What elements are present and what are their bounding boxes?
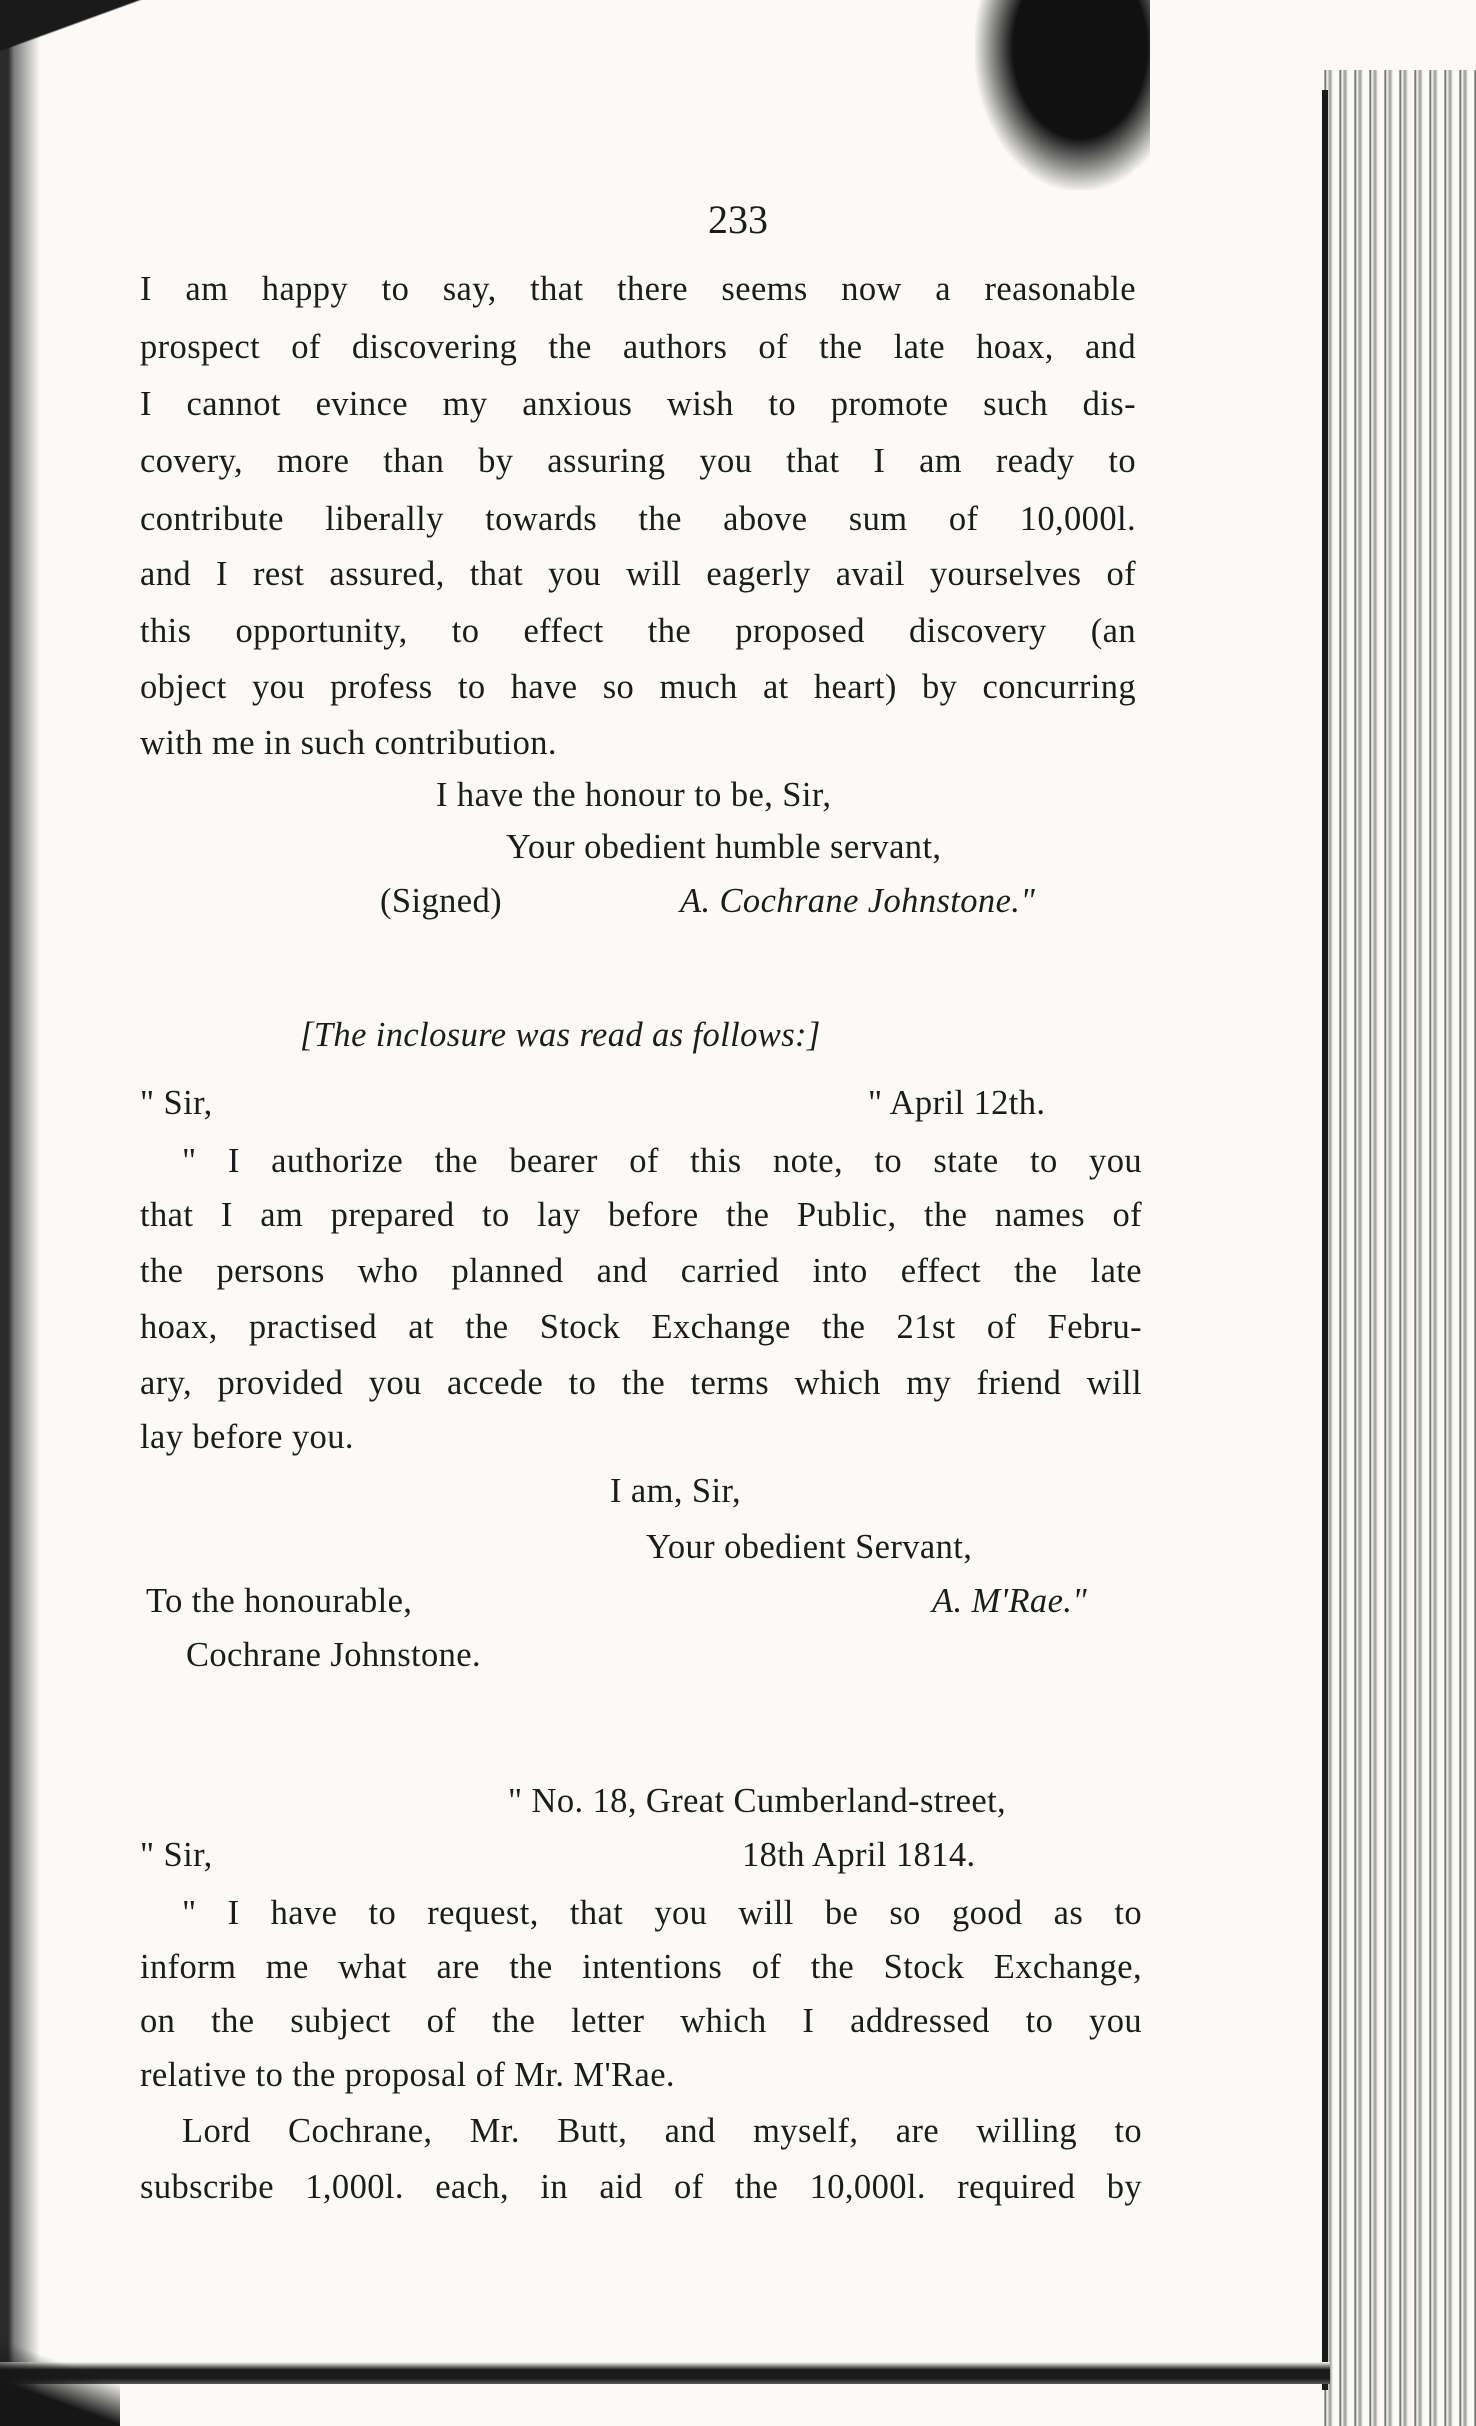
page-number: 233 <box>708 197 768 242</box>
letter3-line: relative to the proposal of Mr. M'Rae. <box>140 2056 675 2094</box>
letter2-closing: I am, Sir, <box>610 1472 742 1510</box>
letter1-line: I am happy to say, that there seems now a reasonable <box>140 270 1136 308</box>
scan-bottom-left-corner <box>0 2320 120 2426</box>
letter2-signature: A. M'Rae." <box>932 1582 1088 1620</box>
letter1-signature: A. Cochrane Johnstone." <box>680 882 1036 920</box>
letter2-addressee-name: Cochrane Johnstone. <box>186 1636 482 1674</box>
letter2-closing2: Your obedient Servant, <box>646 1528 973 1566</box>
letter2-line: that I am prepared to lay before the Public, the names of <box>140 1196 1142 1234</box>
letter1-line: object you profess to have so much at heart) by concurring <box>140 668 1136 706</box>
letter3-date: 18th April 1814. <box>742 1836 976 1874</box>
letter2-line: lay before you. <box>140 1418 354 1456</box>
scan-top-left-corner <box>0 0 190 110</box>
letter1-line: with me in such contribution. <box>140 724 557 762</box>
letter3-para2-line: Lord Cochrane, Mr. Butt, and myself, are willing to <box>182 2112 1142 2150</box>
letter3-line: " I have to request, that you will be so good as to <box>182 1894 1142 1932</box>
letter1-line: prospect of discovering the authors of the late hoax, and <box>140 328 1136 366</box>
letter3-para2-line: subscribe 1,000l. each, in aid of the 10,000l. required by <box>140 2168 1142 2206</box>
letter1-line: covery, more than by assuring you that I am ready to <box>140 442 1136 480</box>
letter2-addressee: To the honourable, <box>146 1582 413 1620</box>
letter3-line: on the subject of the letter which I addressed to you <box>140 2002 1142 2040</box>
letter2-line: ary, provided you accede to the terms which my friend will <box>140 1364 1142 1402</box>
letter2-line: " I authorize the bearer of this note, to state to you <box>182 1142 1142 1180</box>
letter2-line: the persons who planned and carried into effect the late <box>140 1252 1142 1290</box>
letter3-salutation: " Sir, <box>140 1836 213 1874</box>
scan-top-right-smudge <box>975 0 1150 190</box>
letter1-signed-label: (Signed) <box>380 882 503 920</box>
inclosure-heading: [The inclosure was read as follows:] <box>300 1016 821 1054</box>
letter2-date: " April 12th. <box>868 1084 1046 1122</box>
letter1-line: and I rest assured, that you will eagerly avail yourselves of <box>140 555 1136 593</box>
letter1-line: I cannot evince my anxious wish to promote such dis- <box>140 385 1136 423</box>
scan-left-edge <box>0 0 60 2426</box>
scan-right-edge-line <box>1322 90 1328 2390</box>
letter1-line: this opportunity, to effect the proposed discovery (an <box>140 612 1136 650</box>
letter2-salutation: " Sir, <box>140 1084 213 1122</box>
letter1-line: contribute liberally towards the above sum of 10,000l. <box>140 500 1136 538</box>
letter1-closing2: Your obedient humble servant, <box>506 828 942 866</box>
letter1-closing: I have the honour to be, Sir, <box>436 776 832 814</box>
letter3-line: inform me what are the intentions of the Stock Exchange, <box>140 1948 1142 1986</box>
letter2-line: hoax, practised at the Stock Exchange the 21st of Febru- <box>140 1308 1142 1346</box>
letter3-address: " No. 18, Great Cumberland-street, <box>508 1782 1007 1820</box>
scan-bottom-edge <box>0 2362 1330 2384</box>
scan-right-edge-pages <box>1318 70 1476 2426</box>
